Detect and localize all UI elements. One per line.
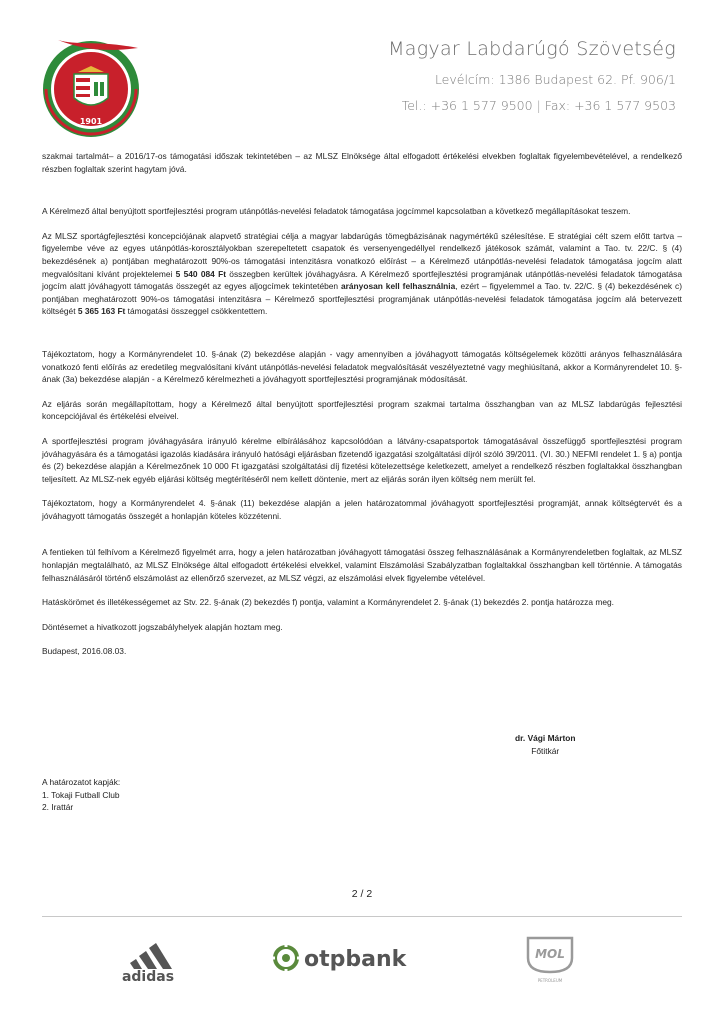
- p3-amount-approved: 5 540 084 Ft: [175, 268, 227, 279]
- logo-year: 1901: [79, 117, 103, 126]
- p3-text-b: összegben kerültek jóváhagyásra. A Kérelmező sportfejlesztési programjának utánpótlás-nevelési feladatok támogatása jogcím alatt jóváhagyott támogatás összegét az egyes aljogcímek tekintetében: [42, 268, 682, 292]
- letterhead: [388, 38, 676, 113]
- footer-divider: [42, 916, 682, 917]
- postal-address: Levélcím: 1386 Budapest 62. Pf. 906/1: [434, 72, 676, 87]
- phone-number: Tel.: +36 1 577 9500: [401, 98, 533, 113]
- recipients-list: [42, 776, 120, 814]
- paragraph-10: Döntésemet a hivatkozott jogszabályhelyek alapján hoztam meg.: [42, 621, 283, 632]
- p3-amount-reduced: 5 365 163 Ft: [77, 306, 126, 317]
- mol-subtitle: PETROLEUM: [537, 978, 563, 983]
- otpbank-wordmark: otpbank: [304, 947, 407, 972]
- paragraph-7: Tájékoztatom, hogy a Kormányrendelet 4. §-ának (11) bekezdése alapján a jelen határozatommal jóváhagyott sportfejlesztési programját, annak költségtervét és a jóváhagyott támogatás összegét a honlapján köteles közzétenni.: [42, 498, 682, 521]
- paragraph-2: A Kérelmező által benyújtott sportfejlesztési program utánpótlás-nevelési feladatok támogatása jogcímmel kapcsolatban a következő megállapításokat teszem.: [42, 206, 631, 217]
- contact-line: [388, 98, 676, 113]
- page-number: 2 / 2: [351, 888, 373, 900]
- otpbank-logo: [272, 938, 414, 978]
- paragraph-6: A sportfejlesztési program jóváhagyására irányuló kérelme elbírálásához kapcsolódóan a látvány-csapatsportok támogatásával összefüggő sportfejlesztési program jóváhagyására és a támogatási igazolás kiadására irányuló hatósági eljárásban fizetendő igazgatási szolgáltatási díjról szóló 39/2011. (VI. 30.) NEFMI rendelet 1. § a) pontja és (2) bekezdése alapján a Kérelmezőnek 10 000 Ft igazgatási szolgáltatási díj fizetési kötelezettsége keletkezett, amelyet a rendelkező részben foglaltakkal összhangban teljesített. Az MLSZ-nek egyéb eljárási költség megtérítéséről nem kellett döntenie, mert az eljárás során ilyen költség nem merült fel.: [42, 435, 682, 484]
- recipient-item: 2. Irattár: [42, 802, 74, 813]
- mol-wordmark: MOL: [535, 947, 565, 961]
- paragraph-4: Tájékoztatom, hogy a Kormányrendelet 10. §-ának (2) bekezdése alapján - vagy amennyiben a jóváhagyott támogatás költségelemek közötti arányos felhasználására vonatkozó fenti előírás az eredetileg megvalósítani kívánt utánpótlás-nevelési feladatok megvalósítását veszélyeztetné vagy meghiúsítaná, akkor a Kormányrendelet 10. §-ának (3a) bekezdése alapján - a Kérelmező kérelmezheti a jóváhagyott sportfejlesztési programjának módosítását.: [42, 348, 682, 385]
- paragraph-8: A fentieken túl felhívom a Kérelmező figyelmét arra, hogy a jelen határozatban jóváhagyott támogatási összeg felhasználásának a Kormányrendeletben foglaltak, az MLSZ honlapján megtalálható, az MLSZ Elnöksége által elfogadott értékelési elvekkel, valamint Elszámolási Szabályzatban foglaltakkal összhangban kell történnie. A támogatás felhasználásáról történő elszámolást az ellenőrző szervezet, az MLSZ végzi, az elszámolási elvek figyelembe vételével.: [42, 547, 682, 583]
- p3-emphasis: arányosan kell felhasználnia: [340, 281, 456, 292]
- recipient-item: 1. Tokaji Futball Club: [42, 789, 120, 800]
- org-name: Magyar Labdarúgó Szövetség: [388, 38, 676, 60]
- p3-text-c: , ezért – figyelemmel a Tao. tv. 22/C. § (4) bekezdésének c) pontjában meghatározott 90%-os támogatási intenzitásra – Kérelmező sportfejlesztési programjának utánpótlás-nevelési feladatok támogatása jogcím alá betervezett költségét: [42, 281, 682, 317]
- recipients-heading: A határozatot kapják:: [42, 777, 121, 787]
- paragraph-5: Az eljárás során megállapítottam, hogy a Kérelmező által benyújtott sportfejlesztési program szakmai tartalma összhangban van az MLSZ labdarúgás fejlesztési koncepciójával és értékelési elveivel.: [42, 398, 682, 422]
- document-date: Budapest, 2016.08.03.: [42, 646, 127, 657]
- mol-logo: [520, 932, 580, 984]
- paragraph-9: Hatáskörömet és illetékességemet az Stv. 22. §-ának (2) bekezdés f) pontja, valamint a Kormányrendelet 2. §-ának (1) bekezdés 2. pontja határozza meg.: [42, 597, 614, 608]
- signatory-title: Főtitkár: [531, 746, 560, 756]
- paragraph-1: szakmai tartalmát– a 2016/17-os támogatási időszak tekintetében – az MLSZ Elnöksége által elfogadott értékelési elvekben foglaltak figyelembevételével, a rendelkező részben foglaltak szerint hagytam jóvá.: [42, 151, 682, 174]
- contact-separator: |: [536, 98, 541, 113]
- p3-text-a: Az MLSZ sportágfejlesztési koncepciójának alapvető stratégiai célja a magyar labdarúgás tömegbázisának nagymértékű szélesítése. E stratégiai célt szem előtt tartva – figyelembe véve az egyes utánpótlás-korosztályokban szerepeltetett csapatok és versenyengedéllyel rendelkező játékosok számát, valamint a Tao. tv. 22/C. § (4) bekezdésének a) pontjában meghatározott 90%-os támogatási intenzitásra vonatkozó előírást – a Kérelmező utánpótlás-nevelési feladatok támogatása jogcím alatt megvalósítani kívánt projektelemei: [42, 230, 682, 279]
- signatory-name: dr. Vági Márton: [515, 733, 576, 743]
- document-body: [42, 150, 682, 658]
- adidas-logo: [108, 935, 188, 983]
- mlsz-logo: [38, 38, 144, 140]
- adidas-wordmark: adidas: [121, 969, 175, 983]
- paragraph-3: [42, 230, 682, 318]
- p3-text-d: támogatási összeggel csökkentettem.: [125, 306, 268, 317]
- fax-number: Fax: +36 1 577 9503: [544, 98, 676, 113]
- signature-block: [515, 732, 576, 758]
